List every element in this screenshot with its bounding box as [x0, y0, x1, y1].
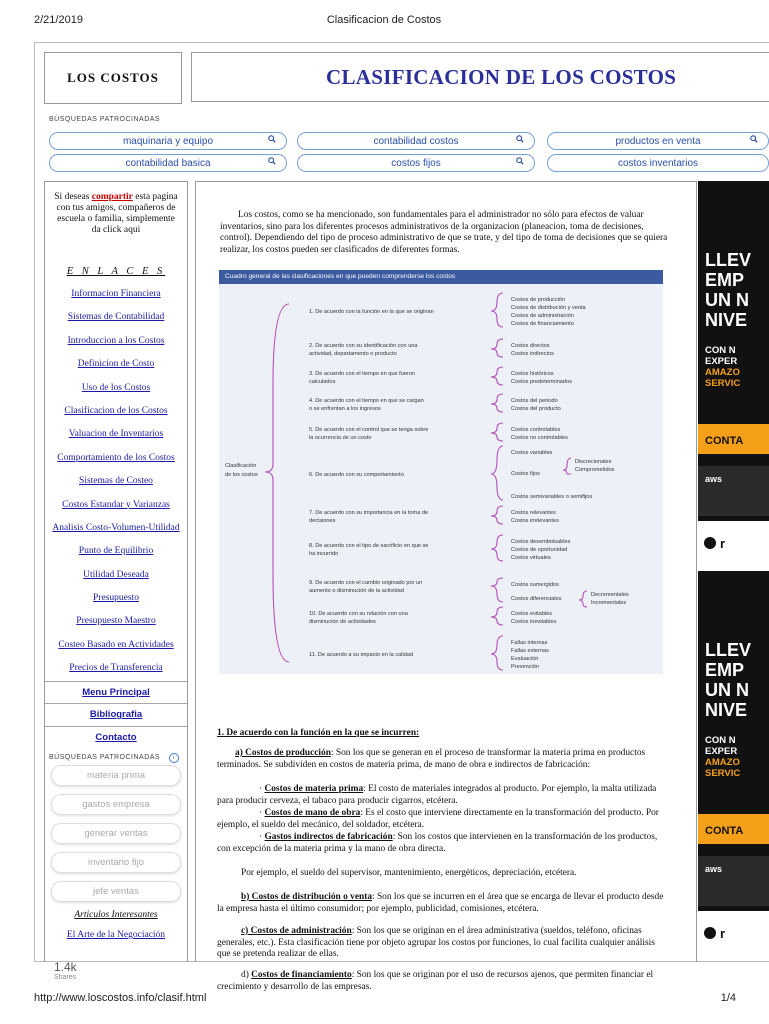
classification-item: Costos no controlables	[511, 435, 568, 441]
para-materia-prima: · Costos de materia prima: El costo de materiales integrados al producto. Por ejemplo, la malta utilizada para producir cerveza, el tabaco para producir cigarros, etcétera.	[217, 784, 657, 806]
search-pill[interactable]	[49, 154, 287, 172]
diagram-root-label: de los costos	[225, 472, 258, 478]
classification-item: Costos históricos	[511, 371, 554, 377]
para-mano-obra: · Costos de mano de obra: Es el costo que interviene directamente en la transformación del producto. Por ejemplo, el sueldo del mecánico, del soldador, etcétera.	[217, 808, 659, 830]
sidebar-link[interactable]: Introduccion a los Costos	[67, 335, 165, 346]
diagram-canvas	[219, 284, 663, 674]
ad-headline: LLEV	[705, 640, 752, 660]
classification-item: Costos de administración	[511, 313, 574, 319]
sidebar-sponsored-pills	[45, 765, 187, 902]
share-counter	[54, 960, 77, 981]
criterion-label: 9. De acuerdo con el cambio originado por un	[309, 580, 423, 586]
sidebar-link[interactable]: Analisis Costo-Volumen-Utilidad	[52, 522, 180, 533]
item-brace	[491, 535, 503, 561]
classification-item: Costos controlables	[511, 427, 561, 433]
print-date: 2/21/2019	[34, 14, 83, 26]
criterion-label: 10. De acuerdo con su relación con una	[309, 611, 408, 617]
sidebar-link[interactable]: Costeo Basado en Actividades	[58, 639, 174, 650]
para-d: d) Costos de financiamiento: Son los que se originan por el uso de recursos ajenos, que permiten financiar el crecimiento y desarrollo de las empresas.	[217, 970, 654, 992]
print-title: Clasificacion de Costos	[326, 14, 442, 26]
share-link[interactable]: compartir	[91, 192, 133, 202]
criterion-label: calculados	[309, 379, 336, 385]
classification-item: Costos sumergidos	[511, 582, 559, 588]
sidebar-link[interactable]: Sistemas de Costeo	[79, 476, 153, 487]
classification-item: Costos del periodo	[511, 398, 558, 404]
criterion-label: 5. De acuerdo con el control que se tenga sobre	[309, 427, 429, 433]
classification-item: Costos fijos	[511, 471, 540, 477]
criterion-label: aumento o disminución de la actividad	[309, 588, 404, 594]
criterion-label: 8. De acuerdo con el tipo de sacrificio en que se	[309, 543, 429, 549]
classification-item: Costos irrelevantes	[511, 518, 559, 524]
ad-subline: CON N	[705, 345, 736, 356]
search-icon	[268, 135, 276, 143]
print-url: http://www.loscostos.info/clasif.html	[34, 992, 207, 1004]
sponsored-search-pill[interactable]: jefe ventas	[51, 881, 181, 902]
ad-headline: EMP	[705, 270, 745, 290]
criterion-label: 6. De acuerdo con su comportamiento	[309, 472, 404, 478]
classification-item: Costos inevitables	[511, 619, 557, 625]
share-label: Shares	[54, 974, 77, 981]
search-pill-label: contabilidad basica	[125, 157, 211, 169]
ad-subline: CON N	[705, 735, 736, 746]
criterion-label: 3. De acuerdo con el tiempo en que fueron	[309, 371, 416, 377]
diferenciales-subitem: Decrementales	[591, 592, 629, 598]
main-content	[195, 181, 697, 992]
ad-headline: EMP	[705, 660, 745, 680]
criterion-label: o se enfrentan a los ingresos	[309, 406, 381, 412]
search-pill-label: costos fijos	[391, 157, 441, 169]
diferenciales-subitem: Incrementales	[591, 600, 627, 606]
sidebar-nav-link[interactable]: Contacto	[45, 726, 187, 749]
sidebar-link[interactable]: Presupuesto Maestro	[76, 616, 156, 627]
sponsored-searches-label: BÚSQUEDAS PATROCINADAS	[49, 116, 161, 123]
print-page-number: 1/4	[720, 992, 736, 1004]
sidebar-link[interactable]: Valuacion de Inventarios	[68, 429, 164, 440]
sidebar-sponsored-label	[49, 754, 187, 761]
classification-item: Costos predeterminados	[511, 379, 572, 385]
criterion-label: la ocurrencia de un costo	[309, 435, 372, 441]
brand-logo-letter: r	[720, 536, 726, 551]
sidebar-bold-links	[45, 681, 187, 749]
search-pill[interactable]	[297, 154, 535, 172]
diferenciales-brace	[579, 591, 587, 607]
ad-subline: SERVIC	[705, 378, 741, 389]
ad-subline: EXPER	[705, 356, 738, 367]
intro-paragraph: Los costos, como se ha mencionado, son fundamentales para el administrador no sólo para efectos de valuar inventarios, sino para los diferentes procesos administrativos de la organizacion (planeacion, toma de decisiones, control). Dependiendo del tipo de proceso administrativo de que se trate, y del tipo de toma de decisiones que se quiera realizar, los costos pueden ser clasificados de diferentes formas.	[220, 210, 668, 255]
item-brace	[491, 293, 503, 327]
sponsored-label-text: BÚSQUEDAS PATROCINADAS	[49, 754, 161, 762]
sidebar-links	[45, 283, 187, 681]
diagram-title: Cuadro general de las clasificaciones en que pueden comprenderse los costos	[219, 270, 663, 284]
sponsored-search-pill[interactable]: generar ventas	[51, 823, 181, 844]
search-pill[interactable]	[547, 154, 769, 172]
enlaces-heading: E N L A C E S	[66, 266, 166, 277]
search-icon	[516, 135, 524, 143]
sidebar	[44, 181, 188, 962]
classification-diagram	[219, 270, 663, 674]
sidebar-link[interactable]: Definicion de Costo	[77, 359, 155, 370]
classification-item: Costos variables	[511, 450, 553, 456]
search-pill[interactable]	[49, 132, 287, 150]
print-header	[0, 14, 768, 32]
sidebar-nav-link[interactable]: Bibliografia	[45, 703, 187, 726]
sidebar-link[interactable]: Costos Estandar y Varianzas	[62, 499, 170, 510]
item-brace	[491, 367, 503, 385]
classification-item: Costos semivariables o semifijos	[511, 494, 593, 500]
sidebar-link[interactable]: Sistemas de Contabilidad	[67, 312, 165, 323]
classification-item: Fallas internas	[511, 640, 548, 646]
criterion-label: 11. De acuerdo a su impacto en la calidad	[309, 652, 414, 658]
articles-heading: Articulos Interesantes	[74, 910, 158, 921]
para-a: a) Costos de producción: Son los que se generan en el proceso de transformar la materia prima en productos terminados. Se subdividen en costos de materia prima, de mano de obra e indirectos de fabricación:	[217, 748, 646, 770]
sidebar-link[interactable]: Utilidad Deseada	[83, 569, 149, 580]
search-icon	[268, 157, 276, 165]
aws-logo: aws	[705, 864, 723, 874]
criterion-label: decisiones	[309, 518, 336, 524]
fijos-subitem: Comprometidos	[575, 467, 615, 473]
criterion-label: 2. De acuerdo con su identificación con una	[309, 343, 418, 349]
item-brace	[491, 394, 503, 412]
article-link[interactable]: El Arte de la Negociación	[66, 930, 166, 941]
diagram-root-label: Clasificación	[225, 463, 257, 469]
ad-cta-label: CONTA	[705, 825, 744, 837]
brand-logo-letter: r	[720, 926, 726, 941]
ad-subline: AMAZO	[705, 367, 740, 378]
ad-subline: AMAZO	[705, 757, 740, 768]
classification-item: Costos de distribución y venta	[511, 305, 586, 311]
para-b: b) Costos de distribución o venta: Son los que se incurren en el área que se encarga de llevar el producto desde la empresa hasta el último consumidor; por ejemplo, publicidad, comisiones, etcétera.	[217, 892, 664, 914]
classification-item: Costos diferenciales	[511, 596, 562, 602]
classification-item: Costos directos	[511, 343, 550, 349]
sidebar-link[interactable]: Presupuesto	[93, 593, 139, 604]
classification-item: Costos de oportunidad	[511, 547, 568, 553]
brand-logo-icon	[704, 537, 716, 549]
ad-cta-label: CONTA	[705, 435, 744, 447]
search-pill-label: contabilidad costos	[373, 135, 459, 147]
item-brace	[491, 423, 503, 441]
search-pill-label: costos inventarios	[617, 157, 699, 169]
sidebar-link[interactable]: Precios de Transferencia	[69, 663, 163, 674]
classification-item: Costos de financiamiento	[511, 321, 574, 327]
criterion-label: disminución de actividades	[309, 619, 376, 625]
search-pill-label: maquinaria y equipo	[122, 135, 214, 147]
classification-item: Costos desembolsables	[511, 539, 571, 545]
classification-item: Evaluación	[511, 656, 539, 662]
ad-headline: UN N	[705, 290, 749, 310]
search-pill-label: productos en venta	[615, 135, 701, 147]
item-brace	[491, 607, 503, 625]
classification-item: Fallas externas	[511, 648, 549, 654]
share-prefix: Si deseas	[54, 192, 90, 202]
classification-item: Costos de producción	[511, 297, 566, 303]
criterion-label: 7. De acuerdo con su importancia en la toma de	[309, 510, 429, 516]
share-count: 1.4k	[54, 960, 77, 974]
aws-logo: aws	[705, 474, 723, 484]
sponsored-search-pill[interactable]: gastos empresa	[51, 794, 181, 815]
sidebar-link[interactable]: Clasificacion de los Costos	[64, 405, 168, 416]
para-c: c) Costos de administración: Son los que se originan en el área administrativa (sueldos, teléfono, oficinas generales, etc.). Esta clasificación tiene por objeto agrupar los costos por funciones, lo cual facilita cualquier análisis que se pretenda realizar de ellas.	[217, 926, 655, 959]
item-brace	[491, 636, 503, 670]
para-example: Por ejemplo, el sueldo del supervisor, mantenimiento, energéticos, depreciación, etcétera.	[241, 868, 577, 878]
sidebar-link[interactable]: Punto de Equilibrio	[78, 546, 154, 557]
fijos-subitem: Discrecionales	[575, 459, 612, 465]
section1-heading: 1. De acuerdo con la función en la que se incurren:	[217, 728, 420, 738]
search-pill[interactable]	[547, 132, 769, 150]
ad-headline: UN N	[705, 680, 749, 700]
sidebar-link[interactable]: Informacion Financiera	[71, 289, 161, 299]
diagram-main-brace	[265, 304, 289, 662]
ad-headline: NIVE	[705, 310, 748, 330]
page-title-box	[191, 52, 769, 102]
page-title: CLASIFICACION DE LOS COSTOS	[326, 64, 677, 89]
classification-item: Prevención	[511, 664, 539, 670]
item-brace	[491, 578, 503, 602]
criterion-label: actividad, departamento o producto	[309, 351, 397, 357]
advertisement[interactable]	[696, 181, 769, 961]
search-icon	[516, 157, 524, 165]
classification-item: Costos relevantes	[511, 510, 556, 516]
item-brace	[491, 506, 503, 524]
ad-subline: EXPER	[705, 746, 738, 757]
criterion-label: 1. De acuerdo con la función en la que se originan	[309, 309, 434, 315]
share-text	[53, 192, 179, 236]
search-pill[interactable]	[297, 132, 535, 150]
item-brace	[491, 339, 503, 357]
classification-item: Costos indirectos	[511, 351, 554, 357]
ad-headline: LLEV	[705, 250, 752, 270]
classification-item: Costos virtuales	[511, 555, 551, 561]
ad-headline: NIVE	[705, 700, 748, 720]
brand-logo-icon	[704, 927, 716, 939]
sidebar-link[interactable]: Comportamiento de los Costos	[57, 452, 175, 463]
fijos-brace	[563, 458, 571, 474]
share-suffix: esta pagina con tus amigos, compañeros de escuela o familia, simplemente da click aqui	[56, 192, 178, 235]
search-icon	[750, 135, 758, 143]
classification-item: Costos del producto	[511, 406, 561, 412]
criterion-label: ha incurrido	[309, 551, 339, 557]
sponsored-search-pill[interactable]: inventario fijo	[51, 852, 181, 873]
info-icon[interactable]: i	[169, 753, 179, 763]
para-gastos-indirectos: · Gastos indirectos de fabricación: Son los costos que intervienen en la transformación de los productos, con excepción de la materia prima y la mano de obra directa.	[217, 832, 658, 854]
sidebar-link[interactable]: Uso de los Costos	[81, 382, 151, 393]
item-brace	[491, 446, 503, 500]
sponsored-search-pill[interactable]: materia prima	[51, 765, 181, 786]
ad-subline: SERVIC	[705, 768, 741, 779]
sidebar-nav-link[interactable]: Menu Principal	[45, 681, 187, 704]
criterion-label: 4. De acuerdo con el tiempo en que se cargan	[309, 398, 424, 404]
classification-item: Costos evitables	[511, 611, 553, 617]
site-logo[interactable]: LOS COSTOS	[44, 52, 182, 104]
